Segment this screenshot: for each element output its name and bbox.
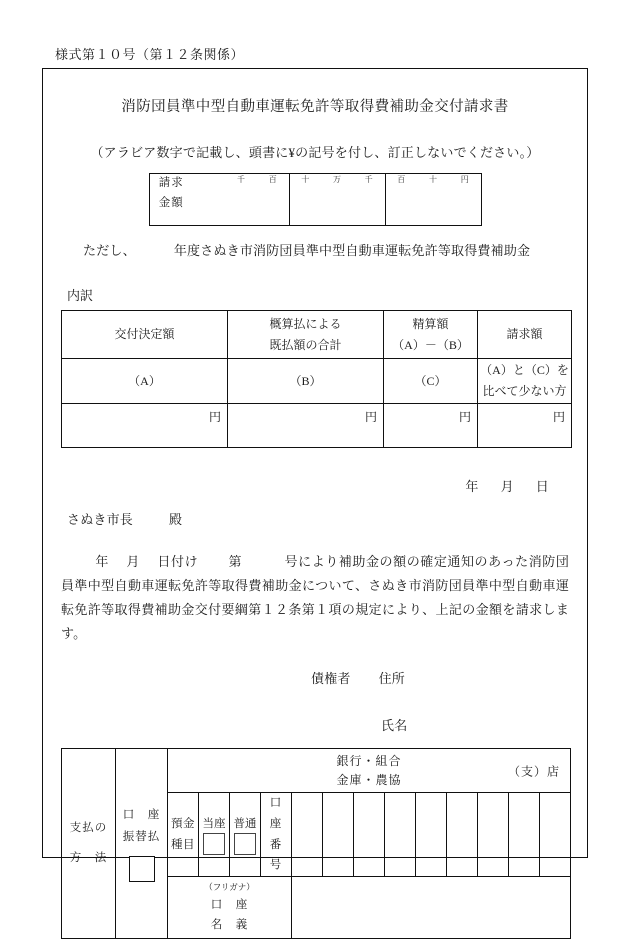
body-line1-rest: 号により補助金の額の確定通知のあった消防団 [284, 554, 569, 569]
breakdown-header-settlement-line1: 精算額 [412, 316, 449, 331]
breakdown-header-grant-decision-text: 交付決定額 [114, 327, 175, 341]
amount-digit-cell-9[interactable]: 円 [460, 175, 469, 184]
payment-method-label-line1: 支払の [69, 821, 108, 834]
body-number-prefix: 第 [228, 554, 243, 569]
date-year-label: 年 [465, 479, 479, 494]
breakdown-code-lesser-note [478, 359, 572, 404]
payment-bank-row [62, 749, 571, 793]
account-number-cell-7[interactable] [478, 793, 509, 877]
account-transfer-label-line1: 口 座 [122, 808, 161, 821]
breakdown-header-settlement-line2: （A）－（B） [392, 337, 469, 352]
tadashi-prefix: ただし、 [83, 243, 136, 258]
addressee-line [67, 509, 569, 528]
payment-method-label [62, 749, 116, 939]
bank-name-field[interactable] [168, 749, 571, 793]
account-holder-label [168, 876, 292, 938]
ordinary-account-label: 普通 [233, 817, 257, 830]
claim-amount-section [61, 173, 569, 226]
breakdown-table [61, 310, 572, 448]
addressee-name: さぬき市長 [67, 512, 134, 527]
form-number: 様式第１０号（第１２条関係） [55, 47, 245, 62]
account-holder-field[interactable] [292, 876, 571, 938]
current-account-label: 当座 [202, 817, 226, 830]
payment-method-table [61, 748, 571, 939]
breakdown-code-lesser-note-line1: （A）と（C）を [480, 363, 569, 377]
bank-type-line2: 金庫・農協 [336, 772, 402, 787]
claim-amount-label [149, 174, 193, 226]
breakdown-code-b: （B） [228, 359, 384, 404]
submission-date-line [61, 476, 569, 495]
document-body [43, 95, 587, 931]
addressee-honorific: 殿 [169, 512, 183, 527]
breakdown-section-label: 内訳 [67, 288, 94, 303]
payment-method-label-line2: 方 法 [69, 851, 108, 864]
breakdown-value-row [62, 404, 572, 448]
ordinary-account-option[interactable] [230, 793, 261, 877]
creditor-address-line [61, 668, 569, 687]
tadashi-line [83, 240, 569, 259]
breakdown-header-prepaid-total [228, 311, 384, 359]
body-line2: 員準中型自動車運転免許等取得費補助金について、さぬき市消防団員準中型自動車 [61, 578, 556, 594]
amount-digit-cell-5[interactable]: 万 [333, 175, 341, 184]
account-holder-furigana-label: （フリガナ） [204, 881, 255, 892]
account-number-cell-5[interactable] [416, 793, 447, 877]
account-number-cell-2[interactable] [323, 793, 354, 877]
amount-digit-cell-3[interactable]: 百 [257, 174, 289, 226]
creditor-name-label: 氏名 [381, 718, 408, 734]
tadashi-text: 年度さぬき市消防団員準中型自動車運転免許等取得費補助金 [173, 243, 531, 258]
breakdown-header-settlement [384, 311, 478, 359]
breakdown-value-c[interactable]: 円 [384, 404, 478, 448]
deposit-type-label-line1: 預金 [171, 817, 195, 830]
amount-digit-cell-8[interactable]: 十 [429, 175, 437, 184]
account-number-label-line1: 口 座 [269, 797, 295, 830]
amount-digit-cell-6[interactable]: 千 [353, 174, 385, 226]
account-number-label [261, 793, 295, 877]
branch-label: （支）店 [507, 764, 560, 779]
account-holder-label-line2: 名 義 [210, 918, 249, 931]
creditor-name-line [61, 715, 569, 734]
breakdown-code-lesser-note-line2: 比べて少ない方 [482, 384, 567, 398]
account-holder-label-line1: 口 座 [210, 898, 249, 911]
amount-digit-cell-4[interactable]: 十 [301, 175, 310, 184]
document-frame [42, 68, 588, 931]
breakdown-value-a[interactable]: 円 [62, 404, 228, 448]
breakdown-header-prepaid-total-line1: 概算払による [269, 316, 342, 331]
bank-type-line1: 銀行・組合 [336, 753, 402, 768]
amount-digit-cell-1[interactable] [193, 174, 225, 226]
body-line4: します。 [61, 602, 569, 642]
creditor-address-label: 住所 [378, 671, 406, 687]
date-day-label: 日 [535, 479, 549, 494]
amount-digit-cell-2[interactable]: 千 [237, 175, 245, 184]
breakdown-header-row [62, 311, 572, 359]
breakdown-value-d[interactable]: 円 [478, 404, 572, 448]
breakdown-header-prepaid-total-line2: 既払額の合計 [269, 337, 342, 352]
account-transfer-label-line2: 振替払 [122, 830, 161, 843]
current-account-option[interactable] [199, 793, 230, 877]
ordinary-account-checkbox[interactable] [234, 833, 256, 855]
body-paragraph [61, 550, 569, 646]
breakdown-code-a: （A） [62, 359, 228, 404]
instruction-note: （アラビア数字で記載し、頭書に¥の記号を付し、訂正しないでください。） [90, 145, 540, 160]
account-number-cell-4[interactable] [385, 793, 416, 877]
current-account-checkbox[interactable] [203, 833, 225, 855]
claim-amount-label-line2: 金額 [158, 196, 184, 209]
breakdown-header-claim-amount-text: 請求額 [506, 327, 543, 341]
body-month-label: 月 [126, 554, 140, 569]
body-year-label: 年 [95, 554, 109, 569]
amount-digit-cell-7[interactable]: 百 [397, 175, 406, 184]
body-day-label: 日付け [157, 554, 199, 569]
breakdown-header-grant-decision [62, 311, 228, 359]
deposit-type-label [168, 793, 199, 877]
account-number-cell-1[interactable] [292, 793, 323, 877]
date-month-label: 月 [500, 479, 514, 494]
document-title: 消防団員準中型自動車運転免許等取得費補助金交付請求書 [121, 99, 509, 115]
account-transfer-checkbox[interactable] [129, 856, 155, 882]
claim-amount-label-line1: 請求 [158, 177, 184, 189]
account-transfer-label [116, 749, 168, 939]
breakdown-code-c: （C） [384, 359, 478, 404]
account-number-cell-8[interactable] [509, 793, 540, 877]
claim-amount-table [149, 173, 482, 226]
breakdown-header-claim-amount [478, 311, 572, 359]
creditor-label: 債権者 [311, 671, 351, 687]
breakdown-value-b[interactable]: 円 [228, 404, 384, 448]
breakdown-code-row [62, 359, 572, 404]
deposit-type-label-line2: 種目 [171, 838, 195, 851]
account-number-label-line2: 番 号 [269, 838, 295, 872]
account-number-cell-3[interactable] [354, 793, 385, 877]
body-line3: 運転免許等取得費補助金交付要綱第１２条第１項の規定により、上記の金額を請求 [61, 578, 569, 618]
account-number-cell-6[interactable] [447, 793, 478, 877]
account-number-cell-9[interactable] [540, 793, 571, 877]
